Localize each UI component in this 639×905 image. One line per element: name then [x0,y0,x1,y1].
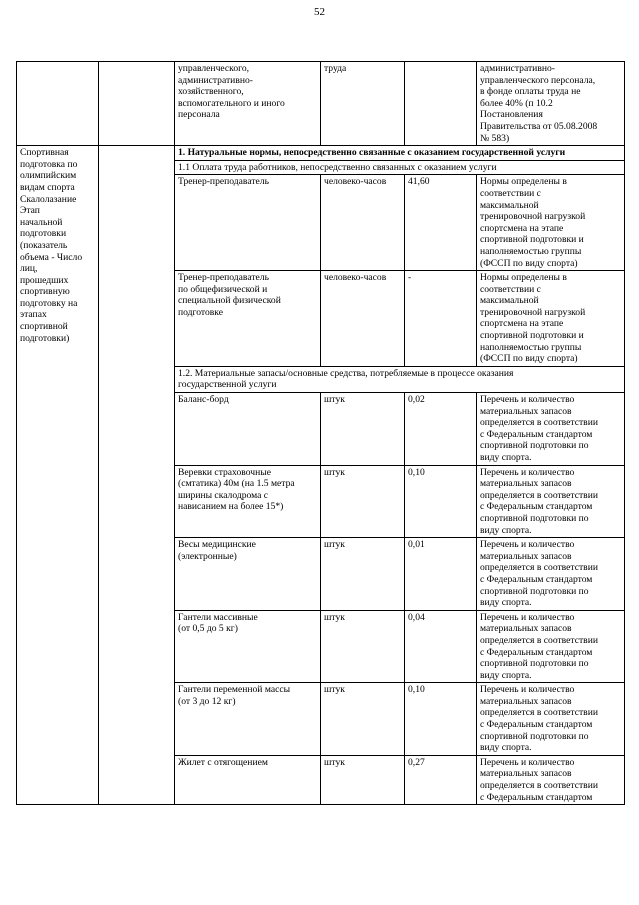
row-unit: человеко-часов [321,271,405,367]
section-1-row [17,146,625,161]
row-name: Гантели переменной массы (от 3 до 12 кг) [175,683,321,756]
row-name: Баланс-борд [175,393,321,466]
row-value: 0,02 [405,393,477,466]
empty-cell [99,146,175,805]
row-note: Нормы определены в соответствии с максимальной тренировочной нагрузкой спортсмена на этапе спортивной подготовки и наполняемостью группы (ФССП по виду спорта) [477,175,625,271]
row-value: - [405,271,477,367]
row-name: Тренер-преподаватель [175,175,321,271]
row-value: 0,10 [405,465,477,538]
subsection-1-1-title: 1.1 Оплата труда работников, непосредственно связанных с оказанием услуги [175,160,625,175]
row-value: 0,04 [405,610,477,683]
row-note: Перечень и количество материальных запасов определяется в соответствии с Федеральным стандартом спортивной подготовки по виду спорта. [477,393,625,466]
row-unit: штук [321,610,405,683]
row-value: 41,60 [405,175,477,271]
empty-cell [99,62,175,146]
row-name: Весы медицинские (электронные) [175,538,321,611]
row-unit: штук [321,755,405,804]
row-name: Веревки страховочные (смтатика) 40м (на 1.5 метра ширины скалодрома с нависанием на более 15*) [175,465,321,538]
continuation-row [17,62,625,146]
row-unit: штук [321,393,405,466]
row-name: Жилет с отягощением [175,755,321,804]
row-unit: труда [321,62,405,146]
row-unit: штук [321,465,405,538]
empty-cell [17,62,99,146]
row-name: Гантели массивные (от 0,5 до 5 кг) [175,610,321,683]
row-note: административно- управленческого персонала, в фонде оплаты труда не более 40% (п 10.2 Постановления Правительства от 05.08.2008 № 583) [477,62,625,146]
section-1-title: 1. Натуральные нормы, непосредственно связанные с оказанием государственной услуги [175,146,625,161]
row-unit: штук [321,683,405,756]
norms-table [16,61,625,805]
subsection-1-2-title: 1.2. Материальные запасы/основные средства, потребляемые в процессе оказания государственной услуги [175,366,625,392]
row-note: Перечень и количество материальных запасов определяется в соответствии с Федеральным стандартом спортивной подготовки по виду спорта. [477,538,625,611]
row-note: Перечень и количество материальных запасов определяется в соответствии с Федеральным стандартом спортивной подготовки по виду спорта. [477,465,625,538]
row-note: Нормы определены в соответствии с максимальной тренировочной нагрузкой спортсмена на этапе спортивной подготовки и наполняемостью группы (ФССП по виду спорта) [477,271,625,367]
row-value [405,62,477,146]
row-name: Тренер-преподаватель по общефизической и специальной физической подготовке [175,271,321,367]
page-number: 52 [314,6,325,18]
row-note: Перечень и количество материальных запасов определяется в соответствии с Федеральным стандартом спортивной подготовки по виду спорта. [477,683,625,756]
row-name: управленческого, административно- хозяйственного, вспомогательного и иного персонала [175,62,321,146]
row-note: Перечень и количество материальных запасов определяется в соответствии с Федеральным стандартом [477,755,625,804]
row-note: Перечень и количество материальных запасов определяется в соответствии с Федеральным стандартом спортивной подготовки по виду спорта. [477,610,625,683]
row-value: 0,01 [405,538,477,611]
service-name: Спортивная подготовка по олимпийским видам спорта Скалолазание Этап начальной подготовки (показатель объема - Число лиц, прошедших спортивную подготовку на этапах спортивной подготовки) [17,146,99,805]
row-value: 0,10 [405,683,477,756]
row-unit: штук [321,538,405,611]
row-value: 0,27 [405,755,477,804]
row-unit: человеко-часов [321,175,405,271]
